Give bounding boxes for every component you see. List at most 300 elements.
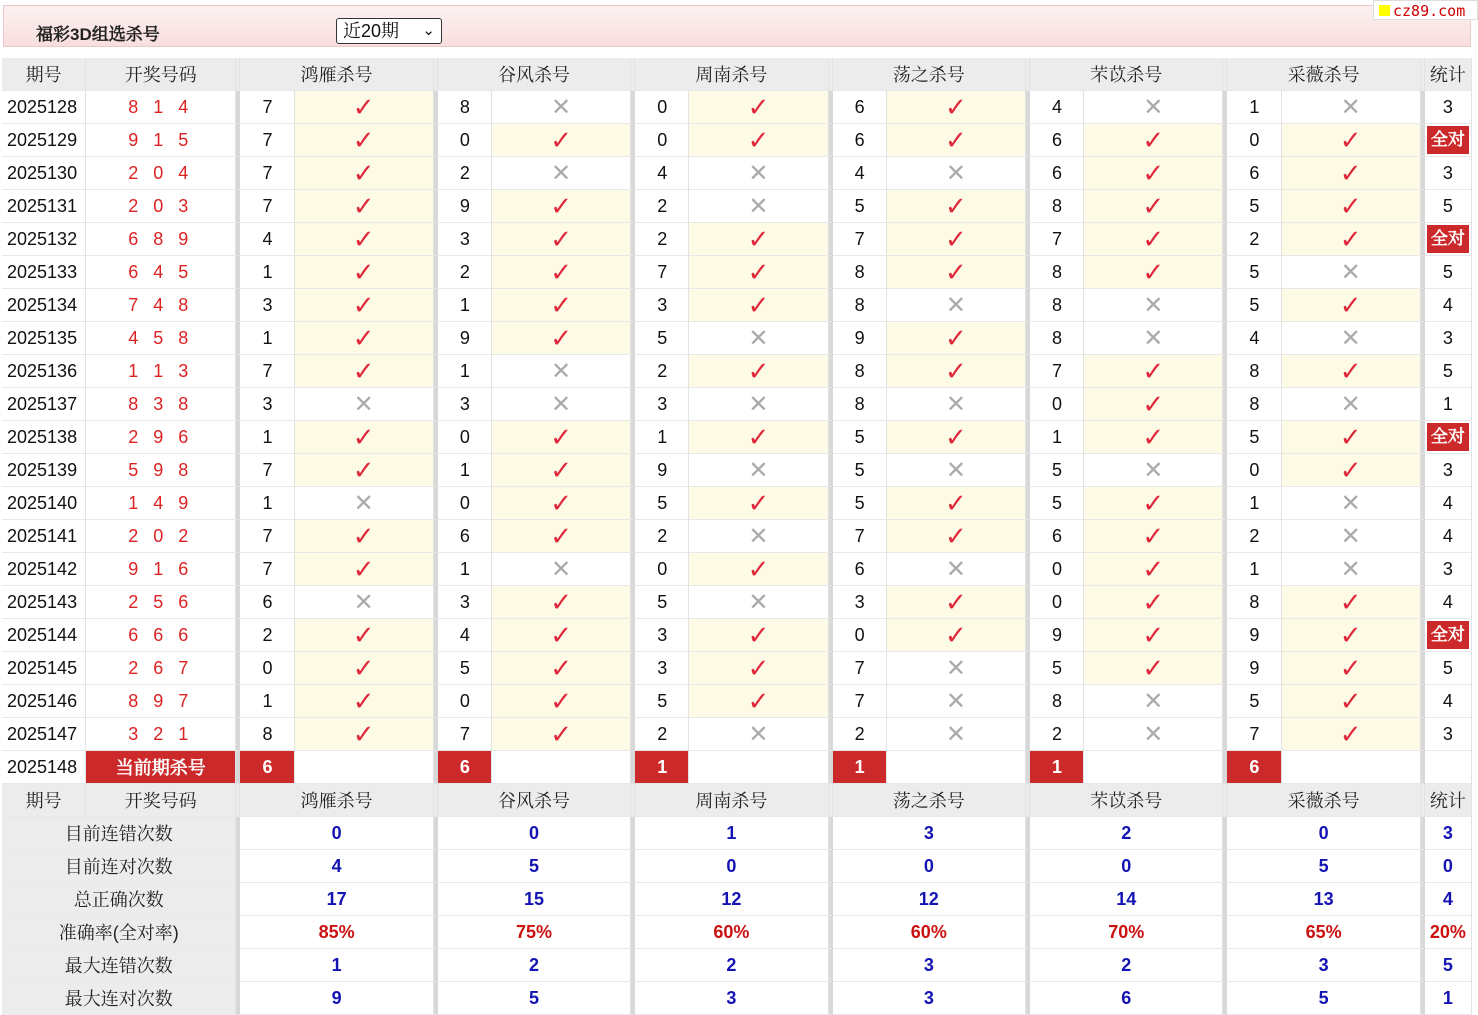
check-icon: ✓ — [1084, 355, 1223, 388]
summary-value: 2 — [1030, 949, 1223, 982]
kill-digit: 7 — [833, 685, 887, 718]
kill-digit: 5 — [1227, 421, 1281, 454]
all-correct-badge: 全对 — [1427, 423, 1469, 451]
kill-digit: 0 — [1227, 124, 1281, 157]
check-icon: ✓ — [1282, 586, 1421, 619]
kill-digit: 9 — [1030, 619, 1084, 652]
check-icon: ✓ — [295, 652, 434, 685]
winning-number: 6 8 9 — [86, 223, 236, 256]
summary-value: 75% — [438, 916, 631, 949]
check-icon: ✓ — [689, 256, 828, 289]
kill-digit: 5 — [1227, 289, 1281, 322]
check-icon: ✓ — [1084, 157, 1223, 190]
kill-digit: 9 — [1227, 652, 1281, 685]
cross-icon: ✕ — [689, 388, 828, 421]
summary-label: 最大连对次数 — [2, 982, 236, 1015]
kill-digit: 2 — [833, 718, 887, 751]
kill-digit: 5 — [635, 322, 689, 355]
summary-value: 1 — [635, 817, 828, 850]
cross-icon: ✕ — [887, 553, 1026, 586]
summary-value: 2 — [635, 949, 828, 982]
kill-digit: 1 — [240, 685, 294, 718]
summary-value: 4 — [240, 850, 433, 883]
check-icon: ✓ — [295, 718, 434, 751]
cross-icon: ✕ — [1084, 685, 1223, 718]
table-row — [2, 718, 1472, 751]
empty-cell — [1425, 751, 1472, 784]
kill-digit: 2 — [635, 718, 689, 751]
cross-icon: ✕ — [887, 388, 1026, 421]
check-icon: ✓ — [1282, 190, 1421, 223]
kill-digit: 0 — [1227, 454, 1281, 487]
check-icon: ✓ — [689, 124, 828, 157]
cross-icon: ✕ — [492, 355, 631, 388]
cross-icon: ✕ — [689, 454, 828, 487]
kill-digit: 9 — [1227, 619, 1281, 652]
table-row — [2, 289, 1472, 322]
cross-icon: ✕ — [887, 454, 1026, 487]
check-icon: ✓ — [492, 256, 631, 289]
kill-digit: 1 — [1227, 487, 1281, 520]
header-expert: 谷风杀号 — [438, 784, 631, 817]
stat-cell — [1425, 223, 1472, 256]
kill-digit: 7 — [240, 91, 294, 124]
kill-digit: 2 — [635, 223, 689, 256]
check-icon: ✓ — [295, 619, 434, 652]
header-expert: 芣苡杀号 — [1030, 58, 1223, 91]
header-expert: 芣苡杀号 — [1030, 784, 1223, 817]
stat-cell: 4 — [1425, 586, 1472, 619]
summary-value: 60% — [635, 916, 828, 949]
kill-digit: 5 — [1030, 487, 1084, 520]
check-icon: ✓ — [295, 520, 434, 553]
check-icon: ✓ — [1084, 619, 1223, 652]
check-icon: ✓ — [492, 586, 631, 619]
check-icon: ✓ — [887, 322, 1026, 355]
summary-value: 65% — [1227, 916, 1420, 949]
kill-digit: 7 — [1030, 223, 1084, 256]
kill-digit: 4 — [1227, 322, 1281, 355]
current-kill-digit: 1 — [833, 751, 887, 784]
empty-cell — [492, 751, 631, 784]
check-icon: ✓ — [1282, 685, 1421, 718]
stat-cell: 5 — [1425, 355, 1472, 388]
check-icon: ✓ — [1084, 256, 1223, 289]
kill-digit: 3 — [635, 619, 689, 652]
all-correct-badge: 全对 — [1427, 225, 1469, 253]
kill-digit: 8 — [438, 91, 492, 124]
table-row — [2, 685, 1472, 718]
check-icon: ✓ — [887, 223, 1026, 256]
header-number: 开奖号码 — [86, 58, 236, 91]
check-icon: ✓ — [887, 256, 1026, 289]
kill-digit: 7 — [833, 520, 887, 553]
header-number: 开奖号码 — [86, 784, 236, 817]
cross-icon: ✕ — [492, 553, 631, 586]
check-icon: ✓ — [492, 652, 631, 685]
summary-value: 1 — [1425, 982, 1472, 1015]
empty-cell — [1282, 751, 1421, 784]
check-icon: ✓ — [1084, 520, 1223, 553]
check-icon: ✓ — [887, 91, 1026, 124]
kill-digit: 4 — [240, 223, 294, 256]
cross-icon: ✕ — [1282, 91, 1421, 124]
check-icon: ✓ — [1282, 289, 1421, 322]
stat-cell: 5 — [1425, 256, 1472, 289]
kill-digit: 1 — [1227, 91, 1281, 124]
check-icon: ✓ — [1282, 421, 1421, 454]
winning-number: 6 4 5 — [86, 256, 236, 289]
table-row — [2, 520, 1472, 553]
kill-digit: 0 — [1030, 553, 1084, 586]
summary-value: 12 — [833, 883, 1026, 916]
site-logo[interactable] — [1373, 0, 1478, 20]
summary-row — [2, 949, 1472, 982]
issue-cell: 2025142 — [2, 553, 86, 586]
all-correct-badge: 全对 — [1427, 621, 1469, 649]
current-kill-digit: 6 — [1227, 751, 1281, 784]
winning-number: 1 1 3 — [86, 355, 236, 388]
kill-digit: 7 — [833, 223, 887, 256]
check-icon: ✓ — [1282, 157, 1421, 190]
kill-digit: 6 — [1030, 520, 1084, 553]
summary-row — [2, 883, 1472, 916]
kill-digit: 5 — [833, 190, 887, 223]
kill-digit: 5 — [833, 487, 887, 520]
kill-digit: 3 — [438, 586, 492, 619]
kill-digit: 7 — [240, 553, 294, 586]
kill-digit: 8 — [833, 355, 887, 388]
header-expert: 采薇杀号 — [1227, 784, 1420, 817]
summary-value: 5 — [1227, 850, 1420, 883]
header-expert: 周南杀号 — [635, 784, 828, 817]
kill-digit: 8 — [1227, 355, 1281, 388]
check-icon: ✓ — [492, 619, 631, 652]
check-icon: ✓ — [1084, 553, 1223, 586]
check-icon: ✓ — [295, 553, 434, 586]
kill-digit: 2 — [635, 520, 689, 553]
check-icon: ✓ — [492, 685, 631, 718]
summary-value: 0 — [635, 850, 828, 883]
check-icon: ✓ — [1084, 586, 1223, 619]
check-icon: ✓ — [887, 421, 1026, 454]
cross-icon: ✕ — [1282, 256, 1421, 289]
kill-digit: 1 — [240, 487, 294, 520]
kill-digit: 4 — [833, 157, 887, 190]
summary-label: 准确率(全对率) — [2, 916, 236, 949]
kill-digit: 0 — [438, 421, 492, 454]
kill-digit: 1 — [240, 421, 294, 454]
cross-icon: ✕ — [295, 586, 434, 619]
kill-digit: 9 — [833, 322, 887, 355]
winning-number: 3 2 1 — [86, 718, 236, 751]
summary-value: 15 — [438, 883, 631, 916]
header-stat: 统计 — [1425, 784, 1472, 817]
kill-digit: 8 — [1030, 289, 1084, 322]
table-row — [2, 652, 1472, 685]
summary-value: 70% — [1030, 916, 1223, 949]
summary-value: 9 — [240, 982, 433, 1015]
check-icon: ✓ — [1282, 718, 1421, 751]
kill-digit: 5 — [1030, 454, 1084, 487]
issue-cell: 2025132 — [2, 223, 86, 256]
all-correct-badge: 全对 — [1427, 126, 1469, 154]
stat-cell: 3 — [1425, 454, 1472, 487]
check-icon: ✓ — [887, 619, 1026, 652]
header-expert: 荡之杀号 — [833, 784, 1026, 817]
check-icon: ✓ — [492, 718, 631, 751]
kill-digit: 1 — [438, 553, 492, 586]
header-expert: 鸿雁杀号 — [240, 784, 433, 817]
table-row — [2, 586, 1472, 619]
summary-value: 20% — [1425, 916, 1472, 949]
table-row — [2, 157, 1472, 190]
check-icon: ✓ — [295, 223, 434, 256]
empty-cell — [1084, 751, 1223, 784]
cross-icon: ✕ — [295, 487, 434, 520]
kill-digit: 5 — [1227, 685, 1281, 718]
check-icon: ✓ — [492, 289, 631, 322]
table-row — [2, 355, 1472, 388]
check-icon: ✓ — [295, 454, 434, 487]
header-row — [2, 784, 1472, 817]
kill-digit: 1 — [438, 289, 492, 322]
kill-digit: 0 — [833, 619, 887, 652]
kill-digit: 0 — [1030, 586, 1084, 619]
check-icon: ✓ — [689, 421, 828, 454]
issue-cell: 2025144 — [2, 619, 86, 652]
cross-icon: ✕ — [1282, 487, 1421, 520]
check-icon: ✓ — [492, 223, 631, 256]
table-row — [2, 553, 1472, 586]
table-row — [2, 619, 1472, 652]
kill-digit: 7 — [1030, 355, 1084, 388]
winning-number: 2 0 3 — [86, 190, 236, 223]
table-row — [2, 388, 1472, 421]
kill-digit: 0 — [438, 124, 492, 157]
winning-number: 2 9 6 — [86, 421, 236, 454]
kill-digit: 8 — [1227, 586, 1281, 619]
cross-icon: ✕ — [1084, 289, 1223, 322]
current-kill-digit: 1 — [1030, 751, 1084, 784]
kill-digit: 5 — [1030, 652, 1084, 685]
header-issue: 期号 — [2, 58, 86, 91]
check-icon: ✓ — [1282, 223, 1421, 256]
header-row — [2, 58, 1472, 91]
winning-number: 1 4 9 — [86, 487, 236, 520]
check-icon: ✓ — [295, 355, 434, 388]
check-icon: ✓ — [689, 619, 828, 652]
check-icon: ✓ — [689, 487, 828, 520]
check-icon: ✓ — [295, 685, 434, 718]
empty-cell — [295, 751, 434, 784]
stat-cell: 3 — [1425, 157, 1472, 190]
stat-cell: 3 — [1425, 91, 1472, 124]
stat-cell: 5 — [1425, 190, 1472, 223]
stat-cell — [1425, 421, 1472, 454]
stat-cell — [1425, 124, 1472, 157]
summary-row — [2, 817, 1472, 850]
kill-digit: 1 — [438, 355, 492, 388]
summary-value: 13 — [1227, 883, 1420, 916]
issue-cell: 2025128 — [2, 91, 86, 124]
table-row — [2, 421, 1472, 454]
check-icon: ✓ — [689, 652, 828, 685]
kill-digit: 4 — [1030, 91, 1084, 124]
kill-digit: 2 — [635, 355, 689, 388]
kill-digit: 3 — [240, 388, 294, 421]
kill-digit: 7 — [240, 157, 294, 190]
check-icon: ✓ — [492, 520, 631, 553]
table-row — [2, 256, 1472, 289]
cross-icon: ✕ — [689, 190, 828, 223]
table-row — [2, 124, 1472, 157]
empty-cell — [689, 751, 828, 784]
stat-cell: 3 — [1425, 322, 1472, 355]
current-kill-digit: 6 — [240, 751, 294, 784]
summary-value: 0 — [240, 817, 433, 850]
check-icon: ✓ — [492, 124, 631, 157]
period-select-value: 近20期 — [343, 21, 400, 41]
current-kill-digit: 1 — [635, 751, 689, 784]
kill-digit: 3 — [438, 223, 492, 256]
issue-cell: 2025146 — [2, 685, 86, 718]
winning-number: 2 5 6 — [86, 586, 236, 619]
header-expert: 鸿雁杀号 — [240, 58, 433, 91]
kill-digit: 4 — [438, 619, 492, 652]
summary-value: 85% — [240, 916, 433, 949]
kill-digit: 0 — [438, 487, 492, 520]
check-icon: ✓ — [492, 487, 631, 520]
check-icon: ✓ — [887, 586, 1026, 619]
kill-digit: 7 — [240, 355, 294, 388]
current-kill-digit: 6 — [438, 751, 492, 784]
summary-value: 3 — [1227, 949, 1420, 982]
issue-cell: 2025140 — [2, 487, 86, 520]
kill-digit: 7 — [438, 718, 492, 751]
kill-digit: 9 — [438, 322, 492, 355]
stat-cell: 4 — [1425, 685, 1472, 718]
check-icon: ✓ — [689, 289, 828, 322]
table-row — [2, 322, 1472, 355]
kill-digit: 3 — [240, 289, 294, 322]
issue-cell: 2025129 — [2, 124, 86, 157]
check-icon: ✓ — [887, 355, 1026, 388]
cross-icon: ✕ — [1282, 520, 1421, 553]
table-row — [2, 454, 1472, 487]
table-row — [2, 223, 1472, 256]
stat-cell — [1425, 619, 1472, 652]
summary-label: 目前连错次数 — [2, 817, 236, 850]
summary-value: 5 — [438, 982, 631, 1015]
check-icon: ✓ — [295, 157, 434, 190]
issue-cell: 2025137 — [2, 388, 86, 421]
cross-icon: ✕ — [887, 718, 1026, 751]
cross-icon: ✕ — [689, 718, 828, 751]
kill-digit: 5 — [635, 685, 689, 718]
summary-value: 3 — [833, 949, 1026, 982]
header-expert: 周南杀号 — [635, 58, 828, 91]
summary-value: 14 — [1030, 883, 1223, 916]
issue-cell: 2025145 — [2, 652, 86, 685]
check-icon: ✓ — [492, 190, 631, 223]
check-icon: ✓ — [689, 91, 828, 124]
kill-digit: 0 — [1030, 388, 1084, 421]
stat-cell: 3 — [1425, 718, 1472, 751]
kill-digit: 8 — [1030, 190, 1084, 223]
issue-cell: 2025134 — [2, 289, 86, 322]
summary-value: 5 — [1425, 949, 1472, 982]
table-row — [2, 190, 1472, 223]
stat-cell: 4 — [1425, 520, 1472, 553]
chevron-down-icon: ⌄ — [422, 22, 435, 39]
kill-digit: 0 — [635, 91, 689, 124]
kill-digit: 8 — [1030, 256, 1084, 289]
cross-icon: ✕ — [492, 157, 631, 190]
kill-digit: 5 — [833, 421, 887, 454]
check-icon: ✓ — [887, 487, 1026, 520]
winning-number: 5 9 8 — [86, 454, 236, 487]
kill-digit: 6 — [1227, 157, 1281, 190]
kill-digit: 6 — [1030, 124, 1084, 157]
kill-digit: 8 — [833, 388, 887, 421]
kill-digit: 8 — [1227, 388, 1281, 421]
kill-digit: 6 — [240, 586, 294, 619]
kill-digit: 8 — [1030, 685, 1084, 718]
summary-value: 3 — [635, 982, 828, 1015]
summary-value: 0 — [1030, 850, 1223, 883]
summary-value: 3 — [833, 982, 1026, 1015]
check-icon: ✓ — [295, 256, 434, 289]
kill-digit: 5 — [635, 586, 689, 619]
winning-number: 9 1 6 — [86, 553, 236, 586]
period-select[interactable] — [336, 18, 442, 44]
cross-icon: ✕ — [492, 388, 631, 421]
check-icon: ✓ — [1282, 355, 1421, 388]
kill-digit: 3 — [833, 586, 887, 619]
cross-icon: ✕ — [1084, 91, 1223, 124]
winning-number: 8 3 8 — [86, 388, 236, 421]
check-icon: ✓ — [689, 355, 828, 388]
kill-digit: 2 — [240, 619, 294, 652]
kill-digit: 3 — [438, 388, 492, 421]
issue-cell: 2025141 — [2, 520, 86, 553]
kill-digit: 9 — [635, 454, 689, 487]
check-icon: ✓ — [1282, 124, 1421, 157]
summary-value: 12 — [635, 883, 828, 916]
header-expert: 谷风杀号 — [438, 58, 631, 91]
kill-digit: 1 — [635, 421, 689, 454]
logo-square-icon — [1379, 5, 1390, 16]
check-icon: ✓ — [887, 190, 1026, 223]
check-icon: ✓ — [1084, 421, 1223, 454]
kill-digit: 6 — [833, 91, 887, 124]
kill-digit: 5 — [635, 487, 689, 520]
summary-value: 60% — [833, 916, 1026, 949]
check-icon: ✓ — [492, 322, 631, 355]
summary-label: 目前连对次数 — [2, 850, 236, 883]
winning-number: 9 1 5 — [86, 124, 236, 157]
summary-value: 5 — [1227, 982, 1420, 1015]
kill-digit: 1 — [240, 322, 294, 355]
kill-digit: 0 — [635, 124, 689, 157]
winning-number: 2 6 7 — [86, 652, 236, 685]
issue-cell: 2025147 — [2, 718, 86, 751]
cross-icon: ✕ — [689, 322, 828, 355]
kill-digit: 9 — [438, 190, 492, 223]
cross-icon: ✕ — [689, 586, 828, 619]
check-icon: ✓ — [1084, 652, 1223, 685]
